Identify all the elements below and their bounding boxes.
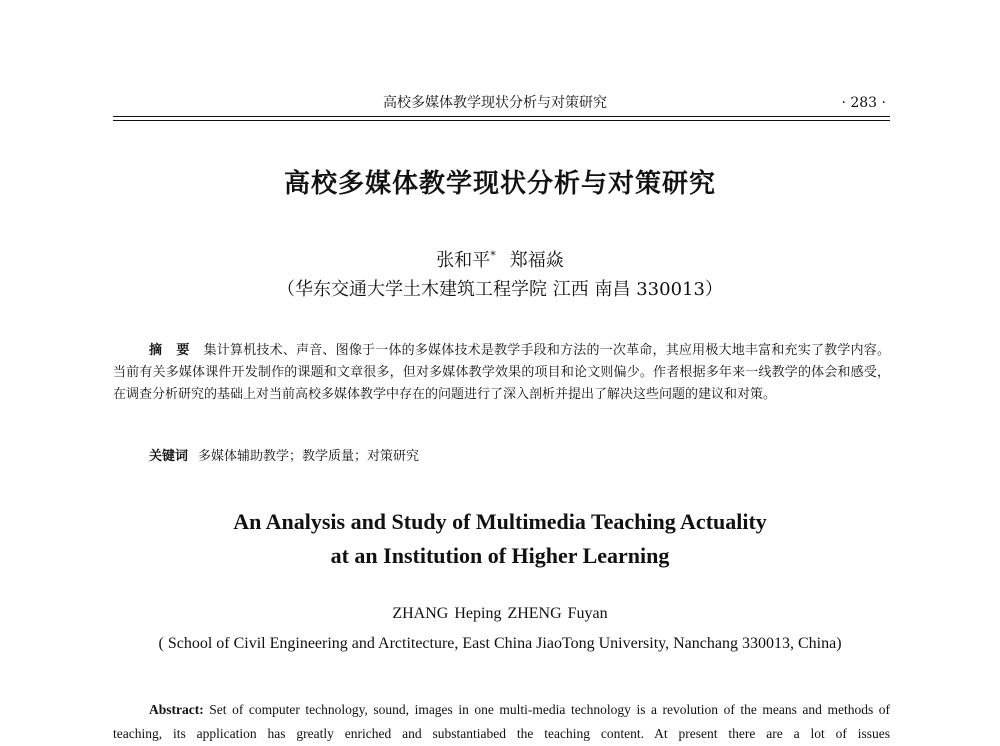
chinese-authors <box>0 244 1000 273</box>
header-rule-thin <box>113 120 890 121</box>
english-title-line-1: An Analysis and Study of Multimedia Teaching Actuality <box>233 509 767 534</box>
chinese-abstract-text: 集计算机技术、声音、图像于一体的多媒体技术是教学手段和方法的一次革命，其应用极大地丰富和充实了教学内容。当前有关多媒体课件开发制作的课题和文章很多，但对多媒体教学效果的项目和论文则偏少。作者根据多年来一线教学的体会和感受，在调查分析研究的基础上对当前高校多媒体教学中存在的问题进行了深入剖析并提出了解决这些问题的建议和对策。 <box>113 343 890 402</box>
header-rule-thick <box>113 116 890 117</box>
corresponding-author-mark: * <box>490 249 496 262</box>
english-title-line-2: at an Institution of Higher Learning <box>330 543 670 568</box>
english-title <box>0 505 1000 573</box>
running-header-title: 高校多媒体教学现状分析与对策研究 <box>383 95 607 111</box>
page-number: · 283 · <box>841 95 886 111</box>
english-abstract-label: Abstract: <box>149 702 204 717</box>
chinese-keywords-label: 关键词 <box>149 449 189 464</box>
chinese-keywords-text: 多媒体辅助教学；教学质量；对策研究 <box>198 449 420 464</box>
english-authors: ZHANG Heping ZHENG Fuyan <box>392 605 608 622</box>
author-2: 郑福焱 <box>509 250 564 271</box>
chinese-affiliation: （华东交通大学土木建筑工程学院 江西 南昌 330013） <box>277 279 723 300</box>
english-abstract <box>113 698 890 746</box>
chinese-abstract-label: 摘 要 <box>149 343 190 358</box>
english-affiliation: ( School of Civil Engineering and Arctitecture, East China JiaoTong University, Nanchang 330013, China) <box>158 635 842 652</box>
english-abstract-text: Set of computer technology, sound, images in one multi-media technology is a revolution of the means and methods of teaching, its application has greatly enriched and substantiabed the teaching content. At present there are a lot of issues <box>113 702 890 741</box>
author-1: 张和平 <box>436 250 491 271</box>
chinese-keywords <box>149 446 889 468</box>
chinese-title: 高校多媒体教学现状分析与对策研究 <box>283 169 716 199</box>
chinese-abstract <box>113 340 890 406</box>
